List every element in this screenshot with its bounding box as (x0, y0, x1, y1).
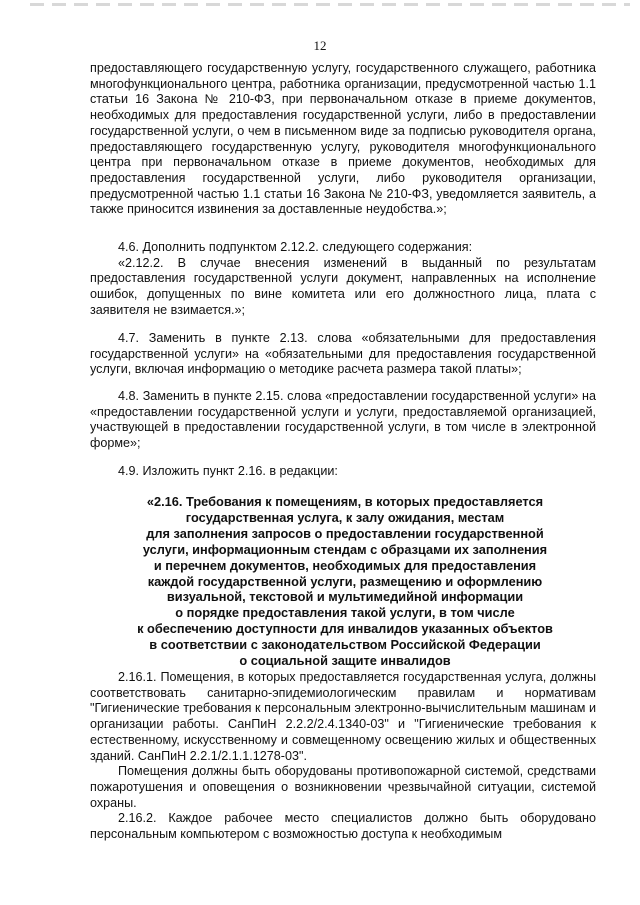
paragraph-fire-safety: Помещения должны быть оборудованы противопожарной системой, средствами пожаротушения и оповещения о возникновении чрезвычайной ситуации, системой охраны. (90, 764, 596, 810)
paragraph-2-16-1 (90, 670, 596, 843)
heading-line: для заполнения запросов о предоставлении государственной (146, 525, 544, 541)
heading-line: визуальной, текстовой и мультимедийной информации (166, 589, 524, 605)
heading-line: и перечнем документов, необходимых для предоставления (153, 557, 537, 573)
heading-line: о социальной защите инвалидов (239, 653, 451, 669)
paragraph-2-16-2-text: 2.16.2. Каждое рабочее место специалистов должно быть оборудовано персональным компьютером с возможностью доступа к необходимым (90, 811, 596, 842)
item-4-6-heading: 4.6. Дополнить подпунктом 2.12.2. следующего содержания: (118, 240, 473, 254)
item-4-8 (90, 389, 596, 452)
item-4-8-text: 4.8. Заменить в пункте 2.15. слова «предоставлении государственной услуги» на «предоставлении государственной услуги и услуги, предоставляемой организацией, участвующей в предоставлении государственной услуги, в том числе в электронной форме»; (90, 389, 596, 451)
heading-line: о порядке предоставления такой услуги, в том числе (175, 605, 515, 621)
heading-line: в соответствии с законодательством Российской Федерации (149, 637, 541, 653)
heading-line: «2.16. Требования к помещениям, в которых предоставляется (146, 494, 544, 509)
item-4-6-text: «2.12.2. В случае внесения изменений в выданный по результатам предоставления государственной услуги документ, направленных на исполнение ошибок, допущенных по вине комитета или его должностного лица, плата с заявителя не взимается.»; (90, 255, 596, 317)
heading-line: услуги, информационным стендам с образцами их заполнения (142, 541, 548, 557)
item-4-7 (90, 331, 596, 378)
paragraph-intro-text: предоставляющего государственную услугу, государственного служащего, работника многофункционального центра, работника организации, предусмотренной частью 1.1 статьи 16 Закона № 210-ФЗ, при первоначальном отказе в приеме документов, необходимых для предоставления государственной услуги, либо в предоставлении государственной услуги, о чем в письменном виде за подписью руководителя органа, предоставляющего государственную услугу, руководителя многофункционального центра при первоначальном отказе в приеме документов, необходимых для предоставления государственной услуги, либо руководителя организации, предусмотренной частью 1.1 статьи 16 Закона № 210-ФЗ, уведомляется заявитель, а также приносится извинения за доставленные неудобства.»; (90, 61, 596, 217)
paragraph-intro (90, 61, 596, 218)
item-4-7-text: 4.7. Заменить в пункте 2.13. слова «обязательными для предоставления государственной услуги» на «обязательными для предоставления государственной услуги, включая информацию о методике расчета размера такой платы»; (90, 331, 596, 377)
heading-line: к обеспечению доступности для инвалидов указанных объектов (137, 621, 553, 637)
scan-artifact-line (30, 3, 630, 6)
heading-line: государственная услуга, к залу ожидания, местам (185, 509, 505, 525)
paragraph-2-16-1-text: 2.16.1. Помещения, в которых предоставляется государственная услуга, должны соответствовать санитарно-эпидемиологическим правилам и нормативам "Гигиенические требования к персональным электронно-вычислительным машинам и организации работы. СанПиН 2.2.2/2.4.1340-03" и "Гигиенические требования к естественному, искусственному и совмещенному освещению жилых и общественных зданий. СанПиН 2.2.1/2.1.1.1278-03". (90, 670, 596, 763)
page-number: 12 (313, 38, 327, 53)
section-heading-2-16 (110, 494, 580, 669)
item-4-9-text: 4.9. Изложить пункт 2.16. в редакции: (118, 464, 338, 478)
item-4-6 (90, 240, 596, 319)
heading-line: каждой государственной услуги, размещению и оформлению (147, 573, 543, 589)
item-4-9 (90, 464, 596, 480)
